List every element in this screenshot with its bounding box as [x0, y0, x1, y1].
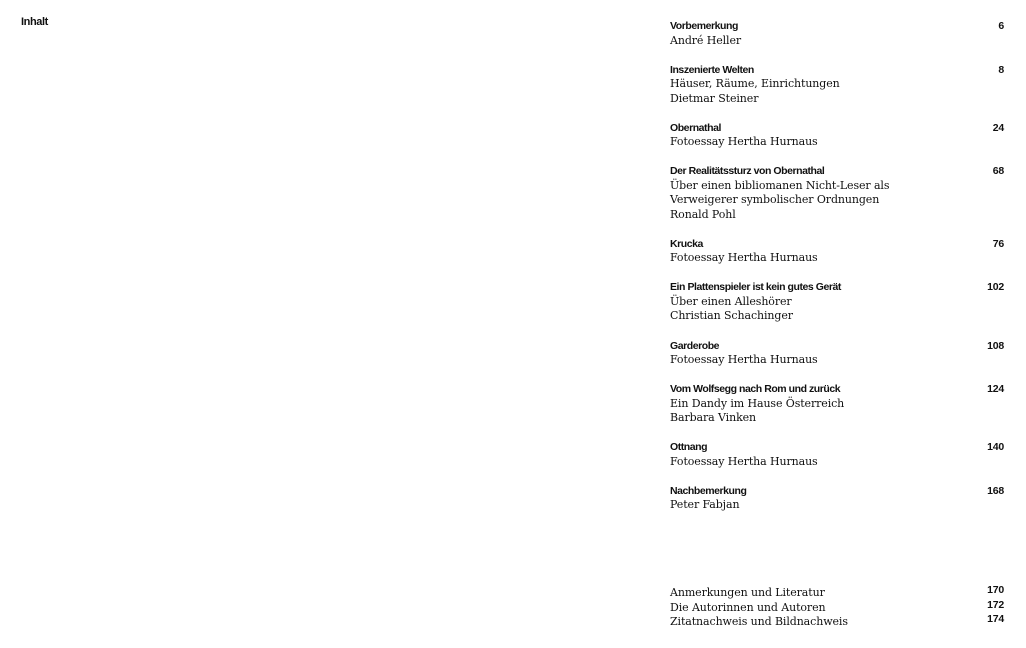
- toc-entry-page: 68: [992, 165, 1004, 178]
- page-title: Inhalt: [21, 16, 48, 28]
- toc-entry-page: 140: [987, 441, 1004, 454]
- toc-entry: [670, 164, 1004, 222]
- toc-entry-title: Ein Plattenspieler ist kein gutes Gerät: [670, 281, 841, 294]
- toc-entry-page: 6: [998, 20, 1004, 32]
- toc-entry-page: 168: [987, 484, 1004, 497]
- appendix-item-page: 174: [987, 613, 1004, 625]
- toc-entry-title: Krucka: [670, 237, 703, 250]
- toc-entry-line: Fotoessay Hertha Hurnaus: [670, 135, 818, 149]
- toc-entry: [670, 484, 1004, 513]
- toc-entry-title: Vom Wolfsegg nach Rom und zurück: [670, 383, 841, 396]
- appendix-item-page: 170: [987, 584, 1004, 596]
- toc-entry-page: 124: [987, 383, 1004, 396]
- toc-entry-line: Fotoessay Hertha Hurnaus: [670, 454, 818, 468]
- appendix-item: [670, 612, 1004, 627]
- toc-entry: [670, 382, 1004, 426]
- toc-entry-author: Barbara Vinken: [670, 411, 757, 425]
- toc-entry-title: Der Realitätssturz von Obernathal: [670, 165, 825, 178]
- toc-entry-page: 24: [992, 121, 1004, 134]
- toc-entry-author: Christian Schachinger: [670, 309, 793, 323]
- toc-entry-page: 108: [987, 339, 1004, 352]
- appendix-item-label: Anmerkungen und Literatur: [670, 586, 825, 599]
- toc-entry-line: Verweigerer symbolischer Ordnungen: [670, 193, 880, 207]
- toc-entry-title: Garderobe: [670, 339, 720, 352]
- appendix-item-page: 172: [987, 598, 1004, 611]
- toc-entry-line: Über einen bibliomanen Nicht-Leser als: [670, 178, 890, 192]
- toc-entry: [670, 440, 1004, 469]
- toc-entry-line: Über einen Alleshörer: [670, 294, 792, 308]
- toc-entry-title: Vorbemerkung: [670, 20, 738, 32]
- toc-entry-page: 8: [998, 63, 1004, 76]
- toc-entry: [670, 19, 1004, 48]
- appendix-item-label: Zitatnachweis und Bildnachweis: [670, 615, 848, 628]
- toc-entry-page: 76: [992, 237, 1004, 250]
- toc-entry-line: Fotoessay Hertha Hurnaus: [670, 353, 818, 367]
- toc-entry: [670, 280, 1004, 324]
- toc-entry: [670, 237, 1004, 266]
- appendix-list: [670, 583, 1004, 627]
- appendix-item-label: Die Autorinnen und Autoren: [670, 600, 826, 614]
- toc-entry-line: Fotoessay Hertha Hurnaus: [670, 251, 818, 265]
- toc-entry-title: Obernathal: [670, 121, 721, 134]
- appendix-item: [670, 598, 1004, 613]
- toc-entry-title: Nachbemerkung: [670, 484, 747, 497]
- toc-entry-line: Häuser, Räume, Einrichtungen: [670, 77, 840, 91]
- toc-entry-title: Inszenierte Welten: [670, 63, 754, 76]
- toc-entry-author: Peter Fabjan: [670, 498, 740, 512]
- appendix-item: [670, 583, 1004, 598]
- toc-entry-line: Ein Dandy im Hause Österreich: [670, 396, 845, 410]
- toc-entry-title: Ottnang: [670, 441, 708, 454]
- toc-entry-page: 102: [987, 281, 1004, 294]
- toc-entry-author: Dietmar Steiner: [670, 91, 759, 105]
- table-of-contents: [670, 19, 1004, 527]
- toc-entry-line: André Heller: [670, 33, 742, 47]
- toc-entry-author: Ronald Pohl: [670, 207, 736, 221]
- toc-entry: [670, 339, 1004, 368]
- toc-entry: [670, 121, 1004, 150]
- toc-entry: [670, 63, 1004, 107]
